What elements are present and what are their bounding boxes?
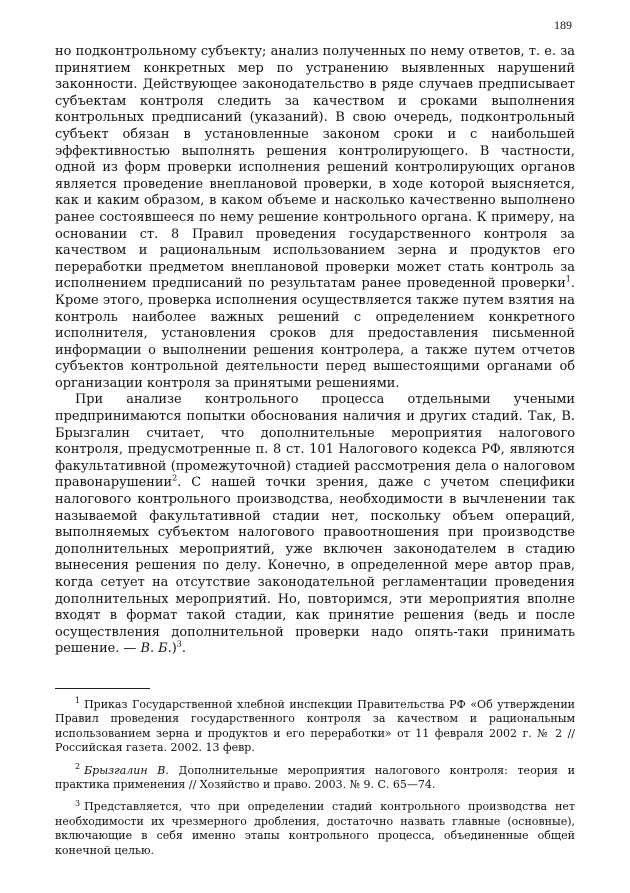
footnote-2 <box>55 761 575 793</box>
footnote-3 <box>55 800 575 858</box>
main-text <box>55 44 575 658</box>
paragraph-2-end: . <box>181 641 186 657</box>
paragraph-2-text-mid: . С нашей точки зрения, даже с учетом специфики налогового контрольного производства, необходимости в вычленении так называемой факультативной стадии нет, поскольку объем операций, выполняемых субъектом налогового правоотношения при производстве дополнительных мероприятий, уже включен законодателем в стадию вынесения решения по делу. Конечно, в определенной мере автор прав, когда сетует на отсутствие законодательной регламентации проведения дополнительных мероприятий. Но, повторимся, эти мероприятия вполне входят в формат такой стадии, как принятие решения (ведь и после осуществления дополнительной проверки надо опять-таки принимать решение. — <box>55 475 575 657</box>
paragraph-1 <box>55 44 575 392</box>
footnote-separator <box>55 688 150 689</box>
footnote-2-mark: 2 <box>75 761 81 771</box>
paragraph-2-text: При анализе контрольного процесса отдельными учеными предпринимаются попытки обоснования наличия и других стадий. Так, В. Брызгалин считает, что дополнительные мероприятия налогового контроля, предусмотренные п. 8 ст. 101 Налогового кодекса РФ, являются факультативной (промежуточной) стадией рассмотрения дела о налоговом правонарушении <box>55 392 575 491</box>
paragraph-1-text: но подконтрольному субъекту; анализ полученных по нему ответов, т. е. за принятием конкретных мер по устранению выявленных нарушений законности. Действующее законодательство в ряде случаев предписывает субъектам контроля следить за качеством и сроками выполнения контрольных предписаний (указаний). В свою очередь, подконтрольный субъект обязан в установленные законом сроки и с наибольшей эффективностью выполнять решения контролирующего. В частности, одной из форм проверки исполнения решений контролирующих органов является проведение внеплановой проверки, в ходе которой выясняется, как и каким образом, в каком объеме и насколько качественно выполнено ранее состоявшееся по нему решение контрольного органа. К примеру, на основании ст. 8 Правил проведения государственного контроля за качеством и рациональным использованием зерна и продуктов его переработки предметом внеплановой проверки может стать контроль за исполнением предписаний по результатам ранее проведенной проверки <box>55 44 575 292</box>
footnote-ref-3: 3 <box>176 640 182 650</box>
author-initials: В. Б. <box>140 641 172 657</box>
footnote-ref-1: 1 <box>565 275 571 285</box>
footnotes <box>55 698 575 866</box>
footnote-ref-2: 2 <box>172 474 178 484</box>
footnote-3-mark: 3 <box>75 798 81 808</box>
footnote-3-text: Представляется, что при определении стадий контрольного производства нет необходимости их чрезмерного дробления, достаточно назвать главные (основные), включающие в себя именно этапы контрольного процесса, объединенные общей конечной целью. <box>55 800 575 857</box>
footnote-2-author: Брызгалин В. <box>84 763 169 777</box>
footnote-1-mark: 1 <box>75 696 81 706</box>
paragraph-1-text-cont: . Кроме этого, проверка исполнения осуществляется также путем взятия на контроль наиболее важных решений с определением конкретного исполнителя, установления сроков для предоставления письменной информации о выполнении решения контролера, а также путем отчетов субъектов контрольной деятельности перед вышестоящими органами об организации контроля за принятыми решениями. <box>55 276 575 391</box>
paragraph-2-close-paren: ) <box>171 641 177 657</box>
page-number: 189 <box>554 18 572 32</box>
footnote-2-text: Дополнительные мероприятия налогового контроля: теория и практика применения // Хозяйство и право. 2003. № 9. С. 65—74. <box>55 763 575 792</box>
footnote-1 <box>55 698 575 756</box>
footnote-1-text: Приказ Государственной хлебной инспекции Правительства РФ «Об утверждении Правил проведения государственного контроля за качеством и рациональным использованием зерна и продуктов и его переработки» от 11 февраля 2002 г. № 2 // Российская газета. 2002. 13 февр. <box>55 698 575 755</box>
paragraph-2 <box>55 392 575 658</box>
